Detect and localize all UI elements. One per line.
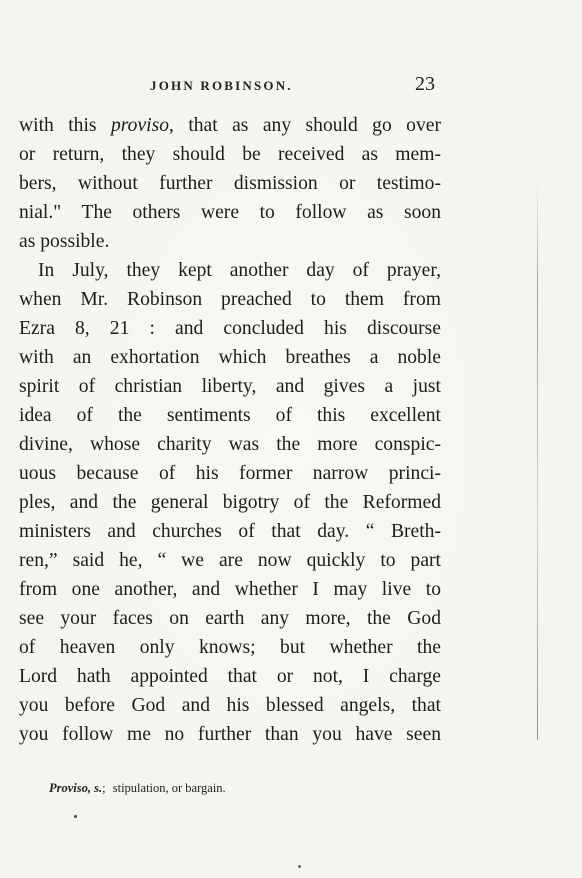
text-line: Ezra 8, 21 : and concluded his discourse — [19, 318, 441, 339]
text-line: idea of the sentiments of this excellent — [19, 405, 441, 426]
text-line: uous because of his former narrow princi- — [19, 463, 441, 484]
text-line: with an exhortation which breathes a noble — [19, 347, 441, 368]
footnote — [49, 781, 226, 796]
text-line: nial." The others were to follow as soon — [19, 202, 441, 223]
text-line: spirit of christian liberty, and gives a just — [19, 376, 441, 397]
text-line: as possible. — [19, 231, 110, 252]
body-text — [19, 111, 441, 749]
text-line: In July, they kept another day of prayer, — [38, 260, 441, 281]
page-number: 23 — [415, 73, 435, 95]
text-line: from one another, and whether I may live to — [19, 579, 441, 600]
text-line: you follow me no further than you have seen — [19, 724, 441, 745]
ink-speck — [74, 815, 77, 818]
italic-word: proviso — [110, 115, 170, 136]
text-line: see your faces on earth any more, the God — [19, 608, 441, 629]
footnote-term: Proviso, s. — [49, 781, 103, 795]
text-line: when Mr. Robinson preached to them from — [19, 289, 441, 310]
text-line: ministers and churches of that day. “ Breth- — [19, 521, 441, 542]
footnote-separator: ; — [102, 781, 106, 795]
ink-speck — [298, 865, 301, 868]
text-line: of heaven only knows; but whether the — [19, 637, 441, 658]
text-line: you before God and his blessed angels, that — [19, 695, 441, 716]
text-line: ples, and the general bigotry of the Reformed — [19, 492, 441, 513]
text-line: with this proviso, that as any should go over — [19, 115, 441, 136]
running-head: JOHN ROBINSON. — [150, 78, 293, 93]
text-line: divine, whose charity was the more conspic- — [19, 434, 441, 455]
page-header — [19, 73, 439, 102]
text-line: Lord hath appointed that or not, I charge — [19, 666, 441, 687]
text-line: or return, they should be received as mem- — [19, 144, 441, 165]
footnote-definition: stipulation, or bargain. — [112, 781, 226, 795]
text-line: bers, without further dismission or testimo- — [19, 173, 441, 194]
page-edge-shadow — [537, 180, 538, 740]
text-line: ren,” said he, “ we are now quickly to part — [19, 550, 441, 571]
